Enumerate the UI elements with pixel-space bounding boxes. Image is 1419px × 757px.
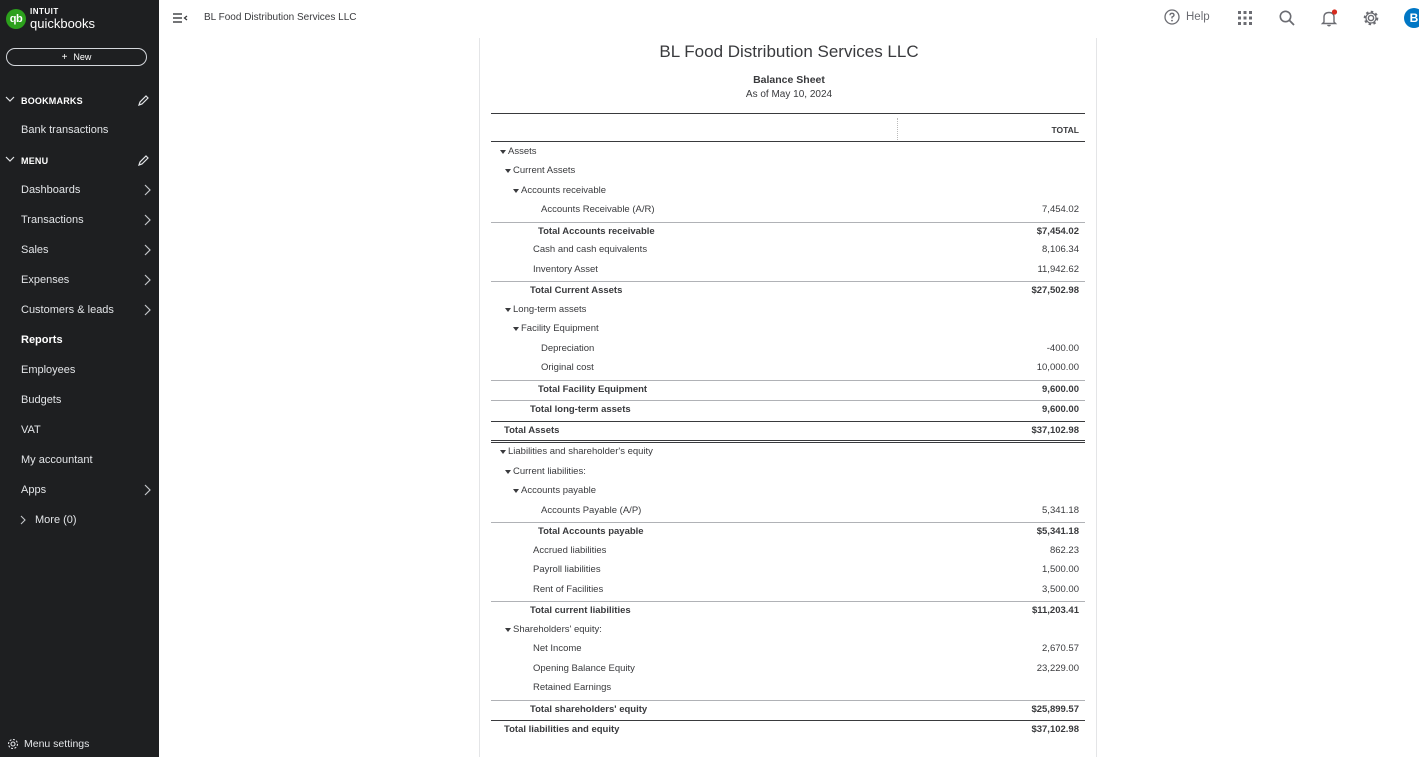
column-header-total[interactable]: TOTAL <box>1051 125 1079 135</box>
balance-sheet-report <box>479 38 1097 757</box>
bookmarks-section-header[interactable] <box>0 91 159 111</box>
report-section-row <box>491 443 1085 462</box>
gear-icon <box>7 738 19 750</box>
report-section-row <box>491 301 1085 320</box>
collapse-caret-icon[interactable] <box>513 489 519 493</box>
sidebar-item-apps[interactable] <box>0 478 159 502</box>
menu-section-header[interactable] <box>0 151 159 171</box>
sidebar-item-bank-transactions[interactable] <box>0 118 159 142</box>
row-label: Total Accounts receivable <box>538 226 655 237</box>
help-label: Help <box>1186 11 1210 23</box>
row-label: Assets <box>508 146 537 157</box>
help-icon <box>1164 9 1180 25</box>
row-label: Current Assets <box>513 165 576 176</box>
report-total-row <box>491 522 1085 541</box>
row-amount[interactable]: 2,670.57 <box>1042 643 1079 654</box>
brand-quickbooks: quickbooks <box>30 16 96 31</box>
sidebar-item-label: My accountant <box>21 454 93 466</box>
report-account-row[interactable] <box>491 581 1085 600</box>
report-section-row <box>491 320 1085 339</box>
row-amount: $37,102.98 <box>1031 724 1079 735</box>
report-account-row[interactable] <box>491 502 1085 521</box>
row-label: Accounts Receivable (A/R) <box>541 204 655 215</box>
report-account-row[interactable] <box>491 660 1085 679</box>
report-total-row <box>491 700 1085 719</box>
sidebar-item-more[interactable] <box>0 508 159 532</box>
edit-bookmarks-pencil-icon[interactable] <box>137 94 150 107</box>
report-total-row <box>491 380 1085 399</box>
report-section-row <box>491 162 1085 181</box>
row-amount[interactable]: 23,229.00 <box>1036 663 1079 674</box>
report-section-row <box>491 621 1085 640</box>
sidebar-item-label: Sales <box>21 244 49 256</box>
row-label: Accounts payable <box>521 485 596 496</box>
collapse-caret-icon[interactable] <box>500 450 506 454</box>
notification-dot <box>1332 9 1337 14</box>
row-label: Net Income <box>533 643 582 654</box>
row-amount: $5,341.18 <box>1036 526 1079 537</box>
header-rule <box>491 113 1085 114</box>
row-label: Accounts Payable (A/P) <box>541 505 642 516</box>
sidebar-item-vat[interactable] <box>0 418 159 442</box>
row-label: Shareholders' equity: <box>513 624 602 635</box>
chevron-right-icon <box>142 484 152 496</box>
report-section-row <box>491 482 1085 501</box>
row-label: Total liabilities and equity <box>504 724 620 735</box>
collapse-caret-icon[interactable] <box>500 150 506 154</box>
sidebar-item-label: Budgets <box>21 394 62 406</box>
edit-menu-pencil-icon[interactable] <box>137 154 150 167</box>
notification-bell-icon[interactable] <box>1320 9 1338 27</box>
collapse-caret-icon[interactable] <box>505 628 511 632</box>
report-section-row <box>491 463 1085 482</box>
company-name: BL Food Distribution Services LLC <box>204 12 357 23</box>
row-amount[interactable]: 7,454.02 <box>1042 204 1079 215</box>
menu-settings-button[interactable] <box>7 738 89 750</box>
report-account-row[interactable] <box>491 640 1085 659</box>
row-amount[interactable]: 10,000.00 <box>1036 362 1079 373</box>
new-button[interactable] <box>6 48 147 66</box>
row-label: Total Facility Equipment <box>538 384 648 395</box>
report-account-row[interactable] <box>491 340 1085 359</box>
sidebar-item-label: Apps <box>21 484 47 496</box>
row-label: Payroll liabilities <box>533 564 601 575</box>
chevron-right-icon <box>19 515 27 525</box>
sidebar-item-dashboards[interactable] <box>0 178 159 202</box>
row-label: Rent of Facilities <box>533 584 604 595</box>
row-label: Cash and cash equivalents <box>533 244 648 255</box>
sidebar-item-expenses[interactable] <box>0 268 159 292</box>
row-amount[interactable]: 1,500.00 <box>1042 564 1079 575</box>
sidebar-item-transactions[interactable] <box>0 208 159 232</box>
row-label: Accrued liabilities <box>533 545 607 556</box>
report-total-row <box>491 601 1085 620</box>
chevron-right-icon <box>142 184 152 196</box>
avatar[interactable]: B <box>1404 8 1419 28</box>
row-label: Facility Equipment <box>521 323 599 334</box>
report-account-row[interactable] <box>491 359 1085 378</box>
sidebar-item-my-accountant[interactable] <box>0 448 159 472</box>
report-date: As of May 10, 2024 <box>745 89 833 100</box>
row-amount: 9,600.00 <box>1042 384 1079 395</box>
new-button-label: New <box>73 52 92 62</box>
row-label: Long-term assets <box>513 304 587 315</box>
sidebar-item-budgets[interactable] <box>0 388 159 412</box>
collapse-caret-icon[interactable] <box>513 189 519 193</box>
plus-icon: + <box>61 51 68 63</box>
row-label: Accounts receivable <box>521 185 607 196</box>
row-amount: $11,203.41 <box>1031 605 1079 616</box>
row-label: Depreciation <box>541 343 595 354</box>
report-account-row[interactable] <box>491 679 1085 698</box>
row-label: Opening Balance Equity <box>533 663 635 674</box>
report-account-row[interactable] <box>491 261 1085 280</box>
chevron-right-icon <box>142 274 152 286</box>
row-amount[interactable]: 5,341.18 <box>1042 505 1079 516</box>
report-total-row <box>491 400 1085 419</box>
chevron-down-icon <box>5 94 15 104</box>
sidebar-item-reports[interactable] <box>0 328 159 352</box>
sidebar-item-label: Employees <box>21 364 76 376</box>
quickbooks-logo[interactable] <box>6 7 95 31</box>
report-total-row <box>491 281 1085 300</box>
collapse-caret-icon[interactable] <box>513 327 519 331</box>
collapse-caret-icon[interactable] <box>505 470 511 474</box>
header-rule <box>491 141 1085 142</box>
chevron-right-icon <box>142 214 152 226</box>
sidebar-item-label: Expenses <box>21 274 70 286</box>
row-amount: $27,502.98 <box>1031 285 1079 296</box>
report-company-name: BL Food Distribution Services LLC <box>659 42 919 61</box>
report-section-row <box>491 143 1085 162</box>
bookmarks-label: BOOKMARKS <box>21 96 83 106</box>
gear-icon[interactable] <box>1362 9 1380 27</box>
row-label: Retained Earnings <box>533 682 612 693</box>
sidebar-item-label: Customers & leads <box>21 304 114 316</box>
sidebar-item-label: Reports <box>21 334 63 346</box>
report-account-row[interactable] <box>491 201 1085 220</box>
chevron-right-icon <box>142 304 152 316</box>
report-account-row[interactable] <box>491 241 1085 260</box>
row-label: Liabilities and shareholder's equity <box>508 446 653 457</box>
row-label: Original cost <box>541 362 594 373</box>
row-label: Total Current Assets <box>530 285 623 296</box>
sidebar <box>0 0 159 757</box>
report-title: Balance Sheet <box>753 74 825 86</box>
row-amount[interactable]: 11,942.62 <box>1037 264 1079 275</box>
top-bar <box>159 0 1419 36</box>
report-total-row <box>491 222 1085 241</box>
row-amount: $7,454.02 <box>1036 226 1079 237</box>
help-button[interactable] <box>1164 9 1210 25</box>
report-account-row[interactable] <box>491 561 1085 580</box>
chevron-down-icon <box>5 154 15 164</box>
sidebar-item-sales[interactable] <box>0 238 159 262</box>
collapse-caret-icon[interactable] <box>505 308 511 312</box>
sidebar-item-label: Bank transactions <box>21 124 109 136</box>
row-amount[interactable]: -400.00 <box>1046 343 1079 354</box>
row-label: Total long-term assets <box>530 404 631 415</box>
row-amount[interactable]: 3,500.00 <box>1042 584 1079 595</box>
row-label: Total shareholders' equity <box>530 704 648 715</box>
row-amount: $25,899.57 <box>1031 704 1079 715</box>
row-label: Inventory Asset <box>533 264 598 275</box>
row-label: Total current liabilities <box>530 605 631 616</box>
row-amount[interactable]: 8,106.34 <box>1042 244 1079 255</box>
sidebar-item-label: Transactions <box>21 214 84 226</box>
collapse-caret-icon[interactable] <box>505 169 511 173</box>
sidebar-item-customers-leads[interactable] <box>0 298 159 322</box>
brand-intuit: INTUIT <box>30 7 59 16</box>
row-label: Current liabilities: <box>513 466 586 477</box>
report-total-row <box>491 720 1085 739</box>
row-label: Total Accounts payable <box>538 526 644 537</box>
report-account-row[interactable] <box>491 542 1085 561</box>
apps-grid-icon[interactable] <box>1236 9 1254 27</box>
menu-settings-label: Menu settings <box>24 738 90 750</box>
sidebar-item-employees[interactable] <box>0 358 159 382</box>
sidebar-item-label: Dashboards <box>21 184 81 196</box>
menu-collapse-icon[interactable] <box>172 11 188 25</box>
row-label: Total Assets <box>504 425 560 436</box>
row-amount: $37,102.98 <box>1031 425 1079 436</box>
row-amount: 9,600.00 <box>1042 404 1079 415</box>
search-icon[interactable] <box>1278 9 1296 27</box>
chevron-right-icon <box>142 244 152 256</box>
sidebar-item-label: More (0) <box>35 514 77 526</box>
menu-label: MENU <box>21 156 49 166</box>
qb-logo-icon: qb <box>6 9 26 29</box>
report-section-row <box>491 182 1085 201</box>
sidebar-item-label: VAT <box>21 424 41 436</box>
report-total-row <box>491 421 1085 440</box>
row-amount[interactable]: 862.23 <box>1049 545 1079 556</box>
